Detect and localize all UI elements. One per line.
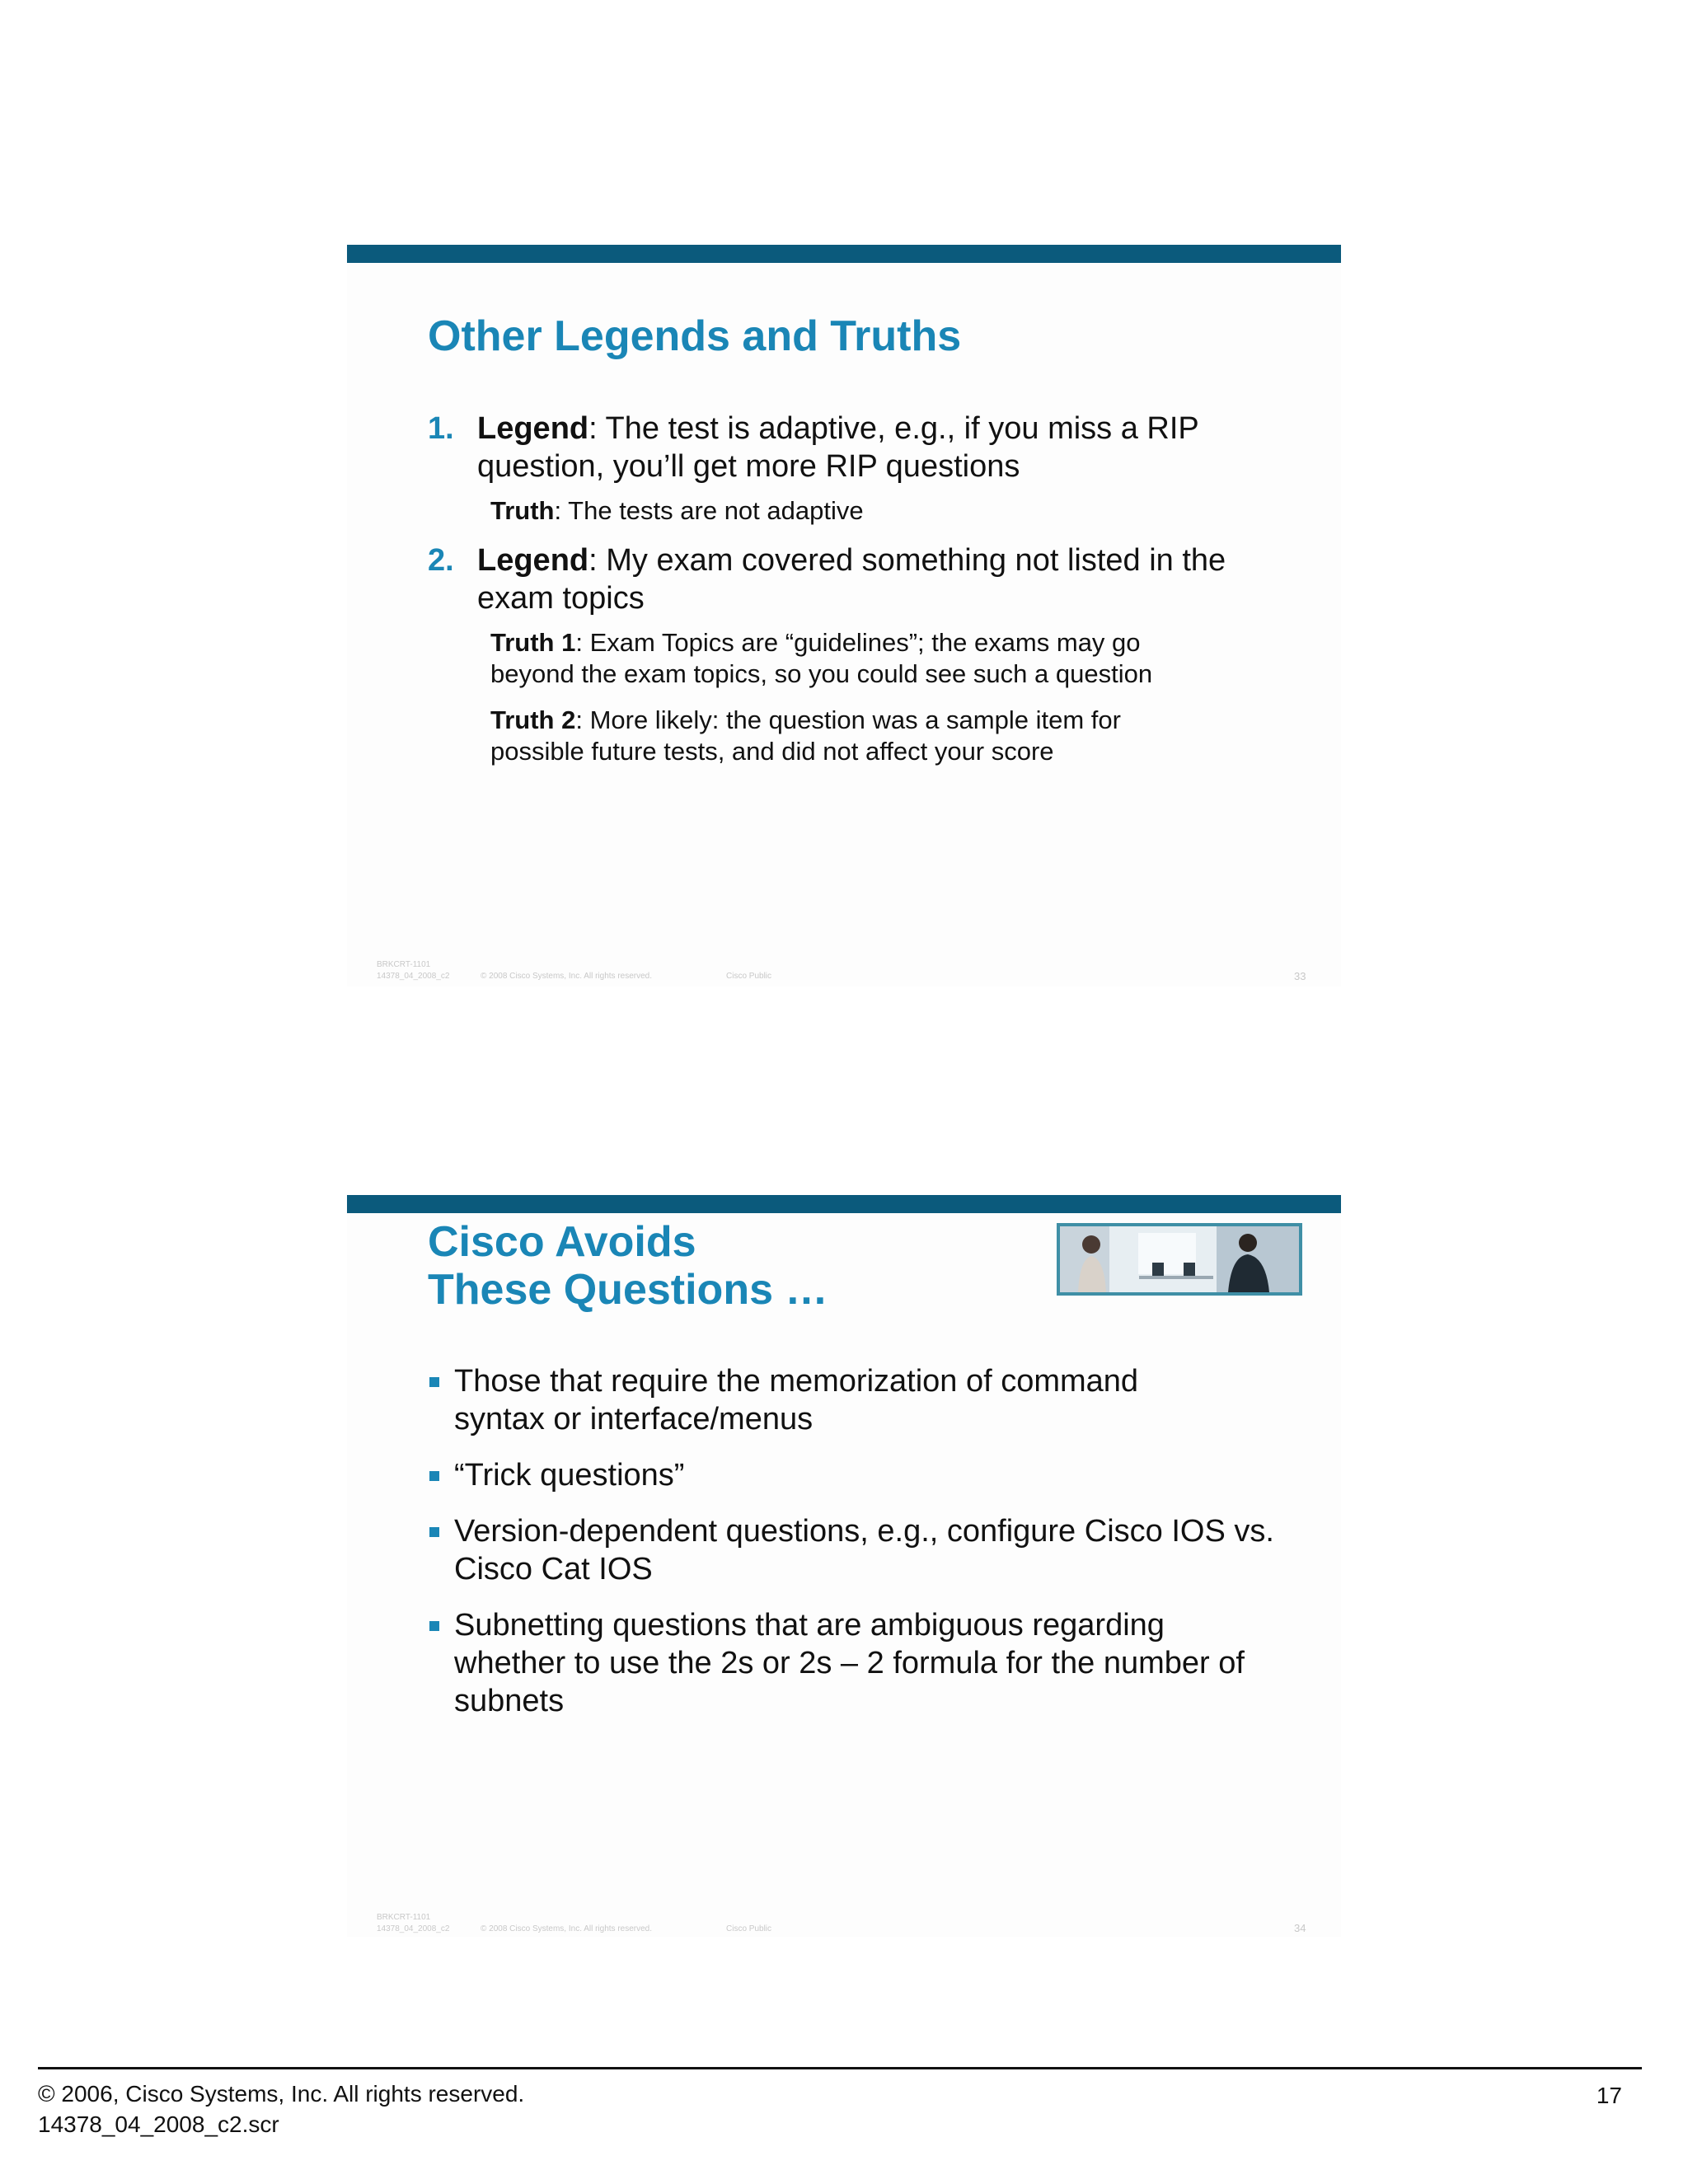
footer-rule: [38, 2067, 1642, 2069]
title-line: These Questions …: [428, 1266, 828, 1314]
list-item: [428, 1362, 1196, 1438]
bullet-square-icon: [429, 1377, 439, 1387]
bullet-text: Those that require the memorization of command syntax or interface/menus: [454, 1364, 1139, 1436]
truth-label: Truth 2: [490, 705, 576, 734]
bullet-text: Subnetting questions that are ambiguous regarding whether to use the 2s or 2s – 2 formula for the number of subnets: [454, 1608, 1245, 1718]
legend-label: Legend: [477, 411, 589, 446]
bullet-square-icon: [429, 1471, 439, 1481]
page-doc-id: 14378_04_2008_c2.scr: [38, 2111, 279, 2137]
truth-body: : The tests are not adaptive: [554, 496, 864, 525]
question-list: [428, 1362, 1301, 1738]
legend-item: [428, 410, 1285, 527]
item-number: 2.: [428, 543, 454, 578]
bullet-text: Version-dependent questions, e.g., configure Cisco IOS vs. Cisco Cat IOS: [454, 1514, 1274, 1586]
bullet-square-icon: [429, 1527, 439, 1537]
legend-text: [477, 410, 1285, 485]
title-line: Cisco Avoids: [428, 1218, 696, 1266]
photo-illustration: [1060, 1226, 1299, 1292]
bullet-text: “Trick questions”: [454, 1458, 685, 1493]
truth-text: [490, 495, 1285, 527]
footer-copyright: © 2008 Cisco Systems, Inc. All rights reserved.: [481, 972, 653, 981]
slide-header-bar: [347, 1195, 1341, 1213]
truth-label: Truth: [490, 496, 555, 525]
legend-item: [428, 541, 1285, 767]
slide-header-bar: [347, 245, 1341, 263]
list-item: [428, 1456, 1301, 1494]
truth-body: : Exam Topics are “guidelines”; the exams may go beyond the exam topics, so you could see such a question: [490, 628, 1153, 688]
legend-text: [477, 541, 1285, 617]
footer-doc: 14378_04_2008_c2: [377, 972, 450, 981]
truth-label: Truth 1: [490, 628, 576, 657]
legend-body: : My exam covered something not listed in the exam topics: [477, 543, 1226, 616]
footer-session: BRKCRT-1101: [377, 960, 431, 969]
truth-text: [490, 627, 1207, 690]
legend-list: [428, 410, 1285, 782]
footer-classification: Cisco Public: [726, 1924, 772, 1933]
page-number: 17: [1596, 2083, 1622, 2108]
bullet-square-icon: [429, 1621, 439, 1631]
footer-session: BRKCRT-1101: [377, 1913, 431, 1922]
slide-title: Other Legends and Truths: [428, 312, 962, 360]
footer-doc: 14378_04_2008_c2: [377, 1924, 450, 1933]
slide-33: [347, 245, 1341, 987]
slide-title: [428, 1218, 828, 1314]
truth-text: [490, 705, 1207, 767]
slide-page-number: 34: [1294, 1922, 1306, 1934]
slide-34: [347, 1195, 1341, 1937]
truth-body: : More likely: the question was a sample item for possible future tests, and did not affect your score: [490, 705, 1121, 766]
footer-copyright: © 2008 Cisco Systems, Inc. All rights reserved.: [481, 1924, 653, 1933]
slide-page-number: 33: [1294, 970, 1306, 982]
business-people-photo: [1057, 1223, 1302, 1296]
item-number: 1.: [428, 411, 454, 446]
page-copyright: © 2006, Cisco Systems, Inc. All rights reserved.: [38, 2081, 525, 2107]
legend-body: : The test is adaptive, e.g., if you miss a RIP question, you’ll get more RIP questions: [477, 411, 1199, 484]
list-item: [428, 1606, 1278, 1720]
footer-classification: Cisco Public: [726, 972, 772, 981]
list-item: [428, 1512, 1303, 1588]
legend-label: Legend: [477, 543, 589, 578]
